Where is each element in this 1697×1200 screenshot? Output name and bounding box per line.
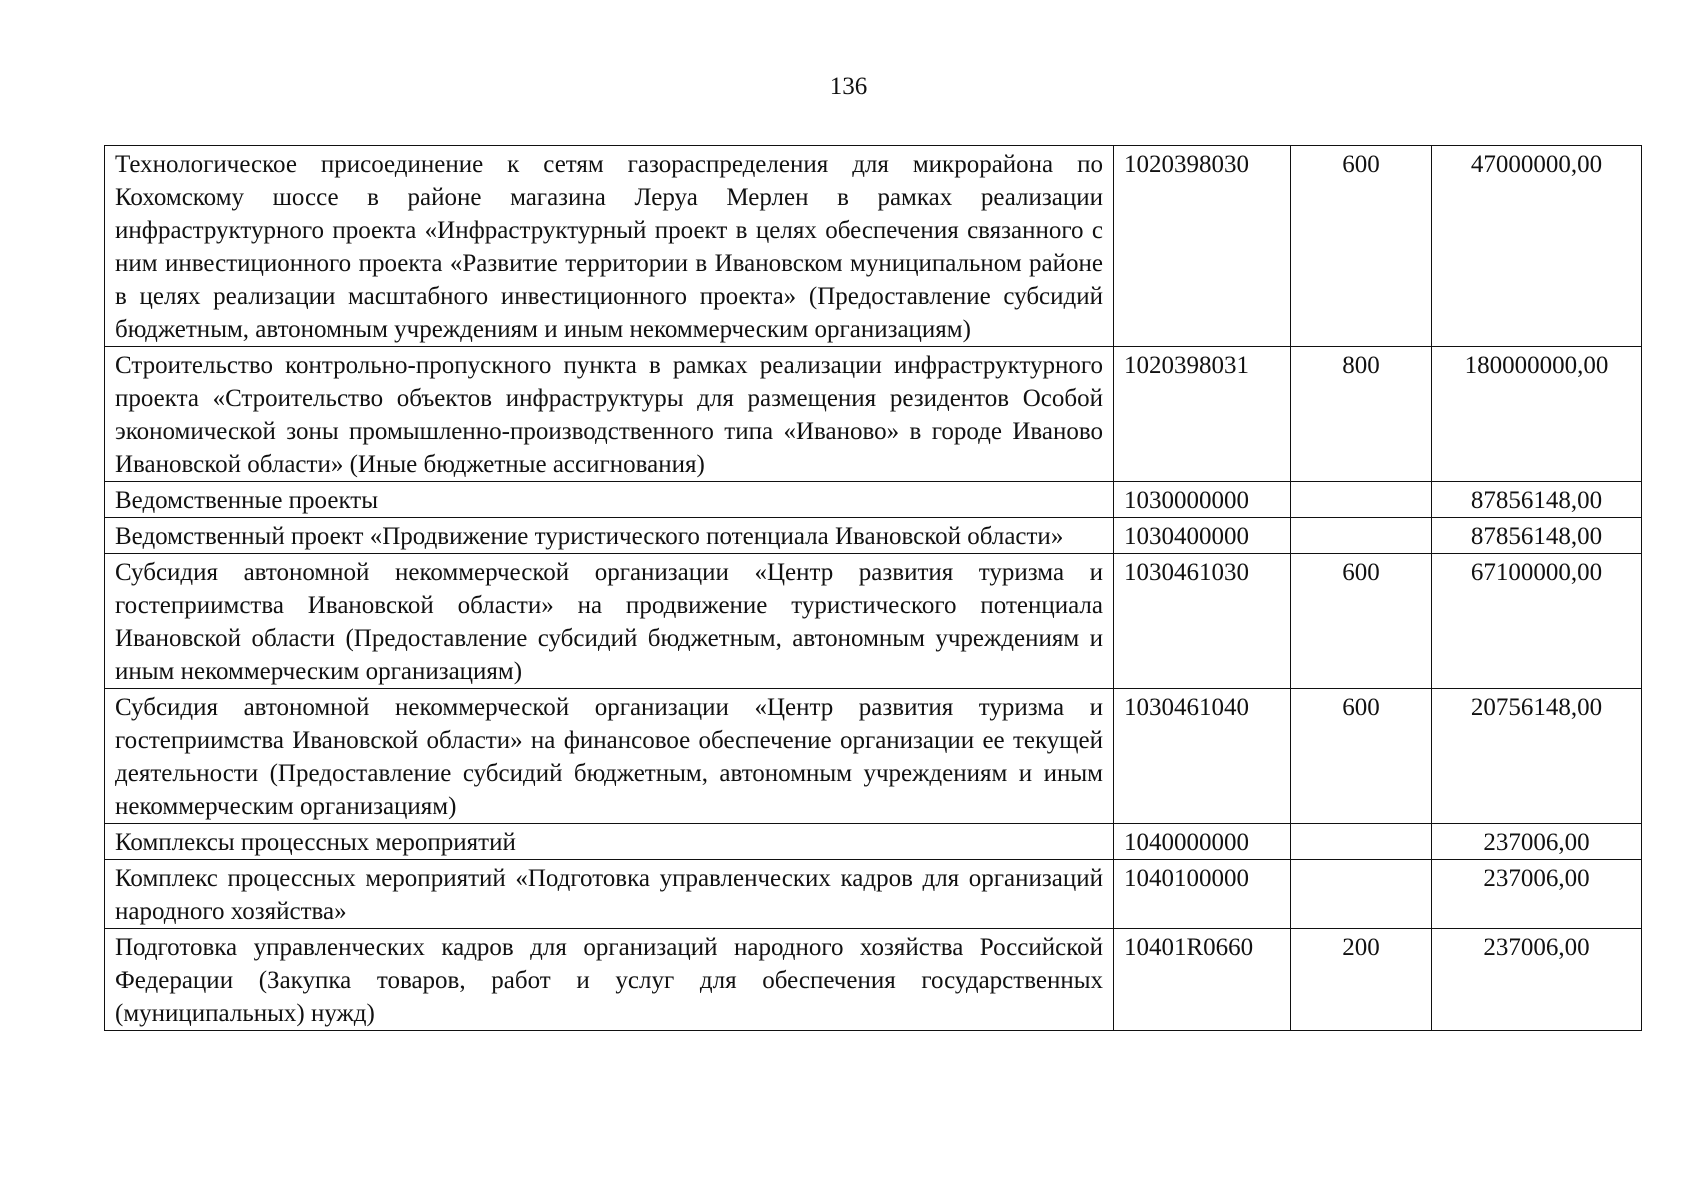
row-expense-type-cell: [1291, 482, 1432, 518]
row-expense-type-cell: [1291, 824, 1432, 860]
table-row: [105, 347, 1642, 482]
row-name-cell: Субсидия автономной некоммерческой организации «Центр развития туризма и гостеприимства Ивановской области» на продвижение туристического потенциала Ивановской области (Предоставление субсидий бюджетным, автономным учреждениям и иным некоммерческим организациям): [105, 554, 1114, 689]
row-code-cell: 1030461040: [1114, 689, 1291, 824]
row-code-cell: 1030000000: [1114, 482, 1291, 518]
row-amount-cell: 237006,00: [1432, 929, 1642, 1031]
row-name-cell: Технологическое присоединение к сетям газораспределения для микрорайона по Кохомскому шоссе в районе магазина Леруа Мерлен в рамках реализации инфраструктурного проекта «Инфраструктурный проект в целях обеспечения связанного с ним инвестиционного проекта «Развитие территории в Ивановском муниципальном районе в целях реализации масштабного инвестиционного проекта» (Предоставление субсидий бюджетным, автономным учреждениям и иным некоммерческим организациям): [105, 146, 1114, 347]
budget-table: [104, 145, 1642, 1031]
table-row: [105, 482, 1642, 518]
table-row: [105, 929, 1642, 1031]
row-name-cell: Строительство контрольно-пропускного пункта в рамках реализации инфраструктурного проекта «Строительство объектов инфраструктуры для размещения резидентов Особой экономической зоны промышленно-производственного типа «Иваново» в городе Иваново Ивановской области» (Иные бюджетные ассигнования): [105, 347, 1114, 482]
row-expense-type-cell: 200: [1291, 929, 1432, 1031]
table-row: [105, 518, 1642, 554]
row-expense-type-cell: 800: [1291, 347, 1432, 482]
row-amount-cell: 67100000,00: [1432, 554, 1642, 689]
row-code-cell: 1030461030: [1114, 554, 1291, 689]
row-name-cell: Субсидия автономной некоммерческой организации «Центр развития туризма и гостеприимства Ивановской области» на финансовое обеспечение организации ее текущей деятельности (Предоставление субсидий бюджетным, автономным учреждениям и иным некоммерческим организациям): [105, 689, 1114, 824]
row-expense-type-cell: 600: [1291, 146, 1432, 347]
row-code-cell: 1030400000: [1114, 518, 1291, 554]
row-code-cell: 1020398030: [1114, 146, 1291, 347]
row-expense-type-cell: 600: [1291, 554, 1432, 689]
row-amount-cell: 237006,00: [1432, 824, 1642, 860]
row-amount-cell: 237006,00: [1432, 860, 1642, 929]
row-expense-type-cell: [1291, 518, 1432, 554]
row-name-cell: Ведомственные проекты: [105, 482, 1114, 518]
row-amount-cell: 180000000,00: [1432, 347, 1642, 482]
table-row: [105, 824, 1642, 860]
row-name-cell: Комплекс процессных мероприятий «Подготовка управленческих кадров для организаций народного хозяйства»: [105, 860, 1114, 929]
row-amount-cell: 20756148,00: [1432, 689, 1642, 824]
row-amount-cell: 87856148,00: [1432, 518, 1642, 554]
row-code-cell: 1040100000: [1114, 860, 1291, 929]
row-expense-type-cell: 600: [1291, 689, 1432, 824]
table-row: [105, 689, 1642, 824]
row-name-cell: Подготовка управленческих кадров для организаций народного хозяйства Российской Федерации (Закупка товаров, работ и услуг для обеспечения государственных (муниципальных) нужд): [105, 929, 1114, 1031]
row-code-cell: 1020398031: [1114, 347, 1291, 482]
row-name-cell: Ведомственный проект «Продвижение туристического потенциала Ивановской области»: [105, 518, 1114, 554]
row-expense-type-cell: [1291, 860, 1432, 929]
budget-table-body: [105, 146, 1642, 1031]
table-row: [105, 554, 1642, 689]
page-number: 136: [829, 73, 868, 100]
row-amount-cell: 47000000,00: [1432, 146, 1642, 347]
table-row: [105, 860, 1642, 929]
row-code-cell: 1040000000: [1114, 824, 1291, 860]
row-code-cell: 10401R0660: [1114, 929, 1291, 1031]
row-amount-cell: 87856148,00: [1432, 482, 1642, 518]
row-name-cell: Комплексы процессных мероприятий: [105, 824, 1114, 860]
table-row: [105, 146, 1642, 347]
